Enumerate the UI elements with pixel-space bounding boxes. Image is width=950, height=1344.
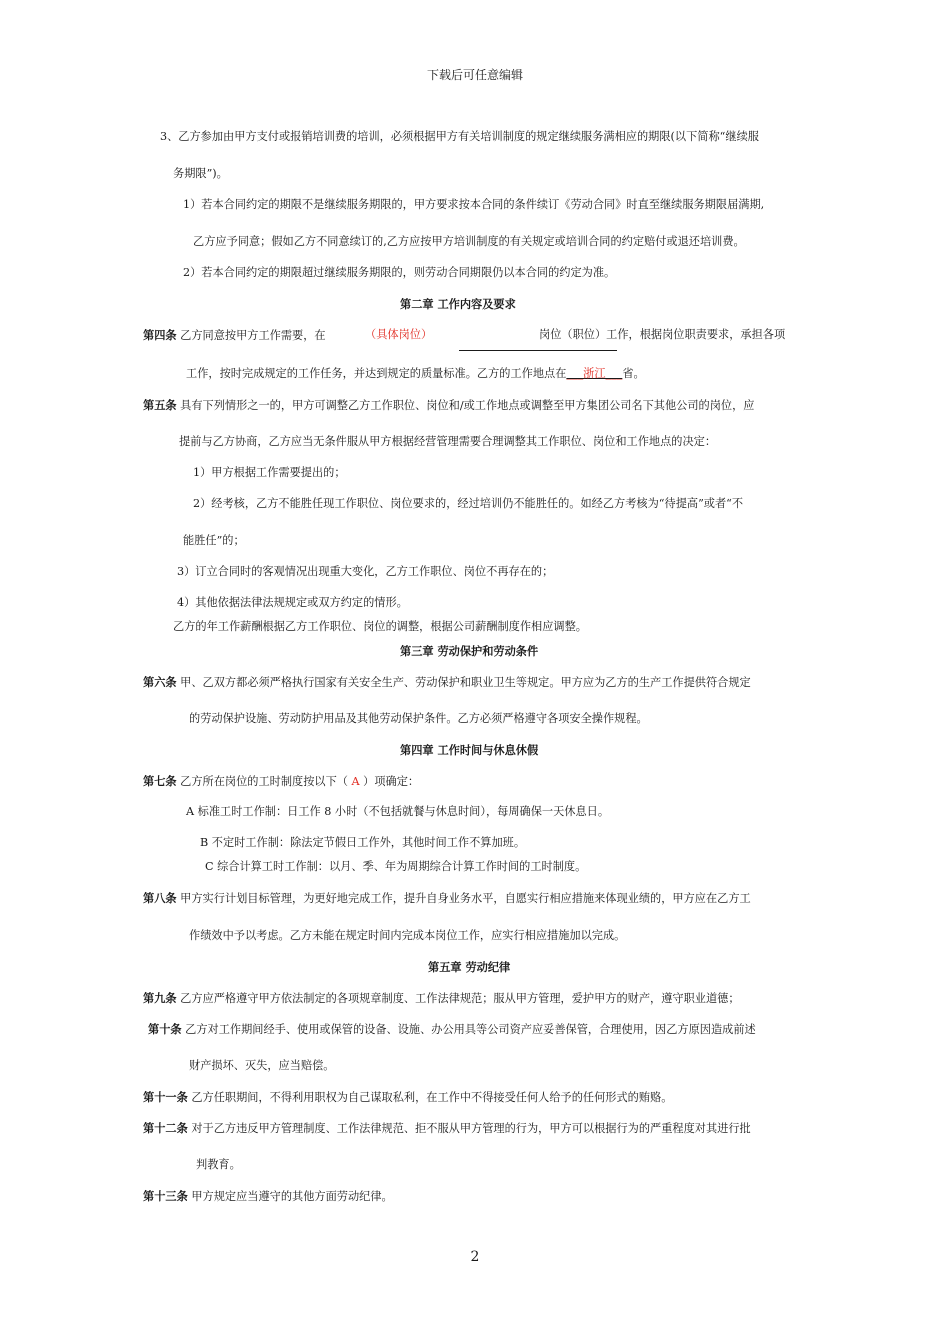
- chapter5-title: 第五章 劳动纪律: [428, 960, 511, 974]
- article4-line2-b: 省。: [622, 367, 645, 380]
- article7-line: [143, 773, 419, 790]
- page-header: 下载后可任意编辑: [426, 68, 523, 82]
- article8-line1: [143, 890, 751, 907]
- article11-text: 乙方任职期间，不得利用职权为自己谋取私利，在工作中不得接受任何人给予的任何形式的贿赂。: [191, 1091, 673, 1104]
- article4-label: 第四条: [143, 328, 177, 342]
- article13-line: [143, 1188, 393, 1205]
- clause3-item1-line1: 1）若本合同约定的期限不是继续服务期限的，甲方要求按本合同的条件续订《劳动合同》时直至继续服务期限届满期,: [183, 198, 765, 211]
- chapter4-title: 第四章 工作时间与休息休假: [400, 743, 539, 757]
- article12-line2: 判教育。: [196, 1158, 241, 1171]
- article5-text: 具有下列情形之一的，甲方可调整乙方工作职位、岗位和/或工作地点或调整至甲方集团公司名下其他公司的岗位，应: [180, 399, 755, 412]
- article10-label: 第十条: [148, 1022, 182, 1036]
- page-number: 2: [470, 1249, 480, 1265]
- article7-option-a: A 标准工时工作制：日工作 8 小时（不包括就餐与休息时间），每周确保一天休息日。: [186, 805, 610, 818]
- article8-text: 甲方实行计划目标管理，为更好地完成工作，提升自身业务水平，自愿实行相应措施来体现业绩的，甲方应在乙方工: [180, 892, 751, 905]
- article9-label: 第九条: [143, 991, 177, 1005]
- article12-label: 第十二条: [143, 1121, 188, 1135]
- article5-item3: 3）订立合同时的客观情况出现重大变化，乙方工作职位、岗位不再存在的；: [177, 565, 554, 578]
- clause3-item1-line2: 乙方应予同意；假如乙方不同意续订的,乙方应按甲方培训制度的有关规定或培训合同的约定赔付或退还培训费。: [193, 235, 745, 248]
- article9-text: 乙方应严格遵守甲方依法制定的各项规章制度、工作法律规范；服从甲方管理，爱护甲方的财产，遵守职业道德；: [180, 992, 740, 1005]
- article5-item2-line2: 能胜任”的；: [183, 534, 245, 547]
- article5-line2: 提前与乙方协商，乙方应当无条件服从甲方根据经营管理需要合理调整其工作职位、岗位和工作地点的决定：: [179, 435, 717, 448]
- article4-text-a: 乙方同意按甲方工作需要，在: [180, 329, 326, 342]
- clause3-line2: 务期限”)。: [173, 167, 228, 180]
- article5-item1: 1）甲方根据工作需要提出的；: [193, 466, 346, 479]
- article5-note: 乙方的年工作薪酬根据乙方工作职位、岗位的调整，根据公司薪酬制度作相应调整。: [173, 620, 587, 633]
- article5-item4: 4）其他依据法律法规规定或双方约定的情形。: [177, 596, 408, 609]
- article4-line2: [186, 366, 645, 382]
- article12-text: 对于乙方违反甲方管理制度、工作法律规范、拒不服从甲方管理的行为，甲方可以根据行为的严重程度对其进行批: [191, 1122, 751, 1135]
- chapter2-title: 第二章 工作内容及要求: [400, 297, 516, 311]
- article11-line: [143, 1089, 672, 1106]
- position-underline: [459, 350, 617, 351]
- article7-option-c: C 综合计算工时工作制：以月、季、年为周期综合计算工作时间的工时制度。: [205, 860, 587, 873]
- article6-label: 第六条: [143, 675, 177, 689]
- article10-text: 乙方对工作期间经手、使用或保管的设备、设施、办公用具等公司资产应妥善保管，合理使用，因乙方原因造成前述: [185, 1023, 756, 1036]
- article12-line1: [143, 1120, 751, 1137]
- article13-text: 甲方规定应当遵守的其他方面劳动纪律。: [191, 1190, 393, 1203]
- article9-line: [143, 990, 740, 1007]
- article4-line2-a: 工作，按时完成规定的工作任务，并达到规定的质量标准。乙方的工作地点在: [186, 367, 567, 380]
- article5-label: 第五条: [143, 398, 177, 412]
- article10-line1: [148, 1021, 756, 1038]
- article11-label: 第十一条: [143, 1090, 188, 1104]
- article4-position-placeholder: （具体岗位）: [365, 328, 433, 341]
- article8-label: 第八条: [143, 891, 177, 905]
- article13-label: 第十三条: [143, 1189, 188, 1203]
- article8-line2: 作绩效中予以考虑。乙方未能在规定时间内完成本岗位工作，应实行相应措施加以完成。: [189, 929, 626, 942]
- article10-line2: 财产损坏、灭失，应当赔偿。: [189, 1059, 335, 1072]
- clause3-line1: 3、乙方参加由甲方支付或报销培训费的培训，必须根据甲方有关培训制度的规定继续服务满相应的期限(以下简称“继续服: [160, 130, 759, 143]
- article7-text-a: 乙方所在岗位的工时制度按以下（: [180, 775, 348, 788]
- article7-choice: A: [347, 775, 364, 788]
- clause3-item2: 2）若本合同约定的期限超过继续服务期限的，则劳动合同期限仍以本合同的约定为准。: [183, 266, 616, 279]
- article7-option-b: B 不定时工作制：除法定节假日工作外，其他时间工作不算加班。: [200, 836, 526, 849]
- article6-line1: [143, 674, 751, 691]
- article7-label: 第七条: [143, 774, 177, 788]
- article7-text-b: ）项确定：: [363, 775, 420, 788]
- article4-location: ___浙江___: [566, 367, 623, 380]
- article4-text-b: 岗位（职位）工作，根据岗位职责要求，承担各项: [539, 328, 786, 341]
- article5-line1: [143, 397, 754, 414]
- article6-text: 甲、乙双方都必须严格执行国家有关安全生产、劳动保护和职业卫生等规定。甲方应为乙方的生产工作提供符合规定: [180, 676, 751, 689]
- article6-line2: 的劳动保护设施、劳动防护用品及其他劳动保护条件。乙方必须严格遵守各项安全操作规程。: [189, 712, 648, 725]
- article4-line1: [143, 327, 326, 344]
- chapter3-title: 第三章 劳动保护和劳动条件: [400, 644, 539, 658]
- article5-item2-line1: 2）经考核，乙方不能胜任现工作职位、岗位要求的，经过培训仍不能胜任的。如经乙方考核为“待提高”或者“不: [193, 497, 744, 510]
